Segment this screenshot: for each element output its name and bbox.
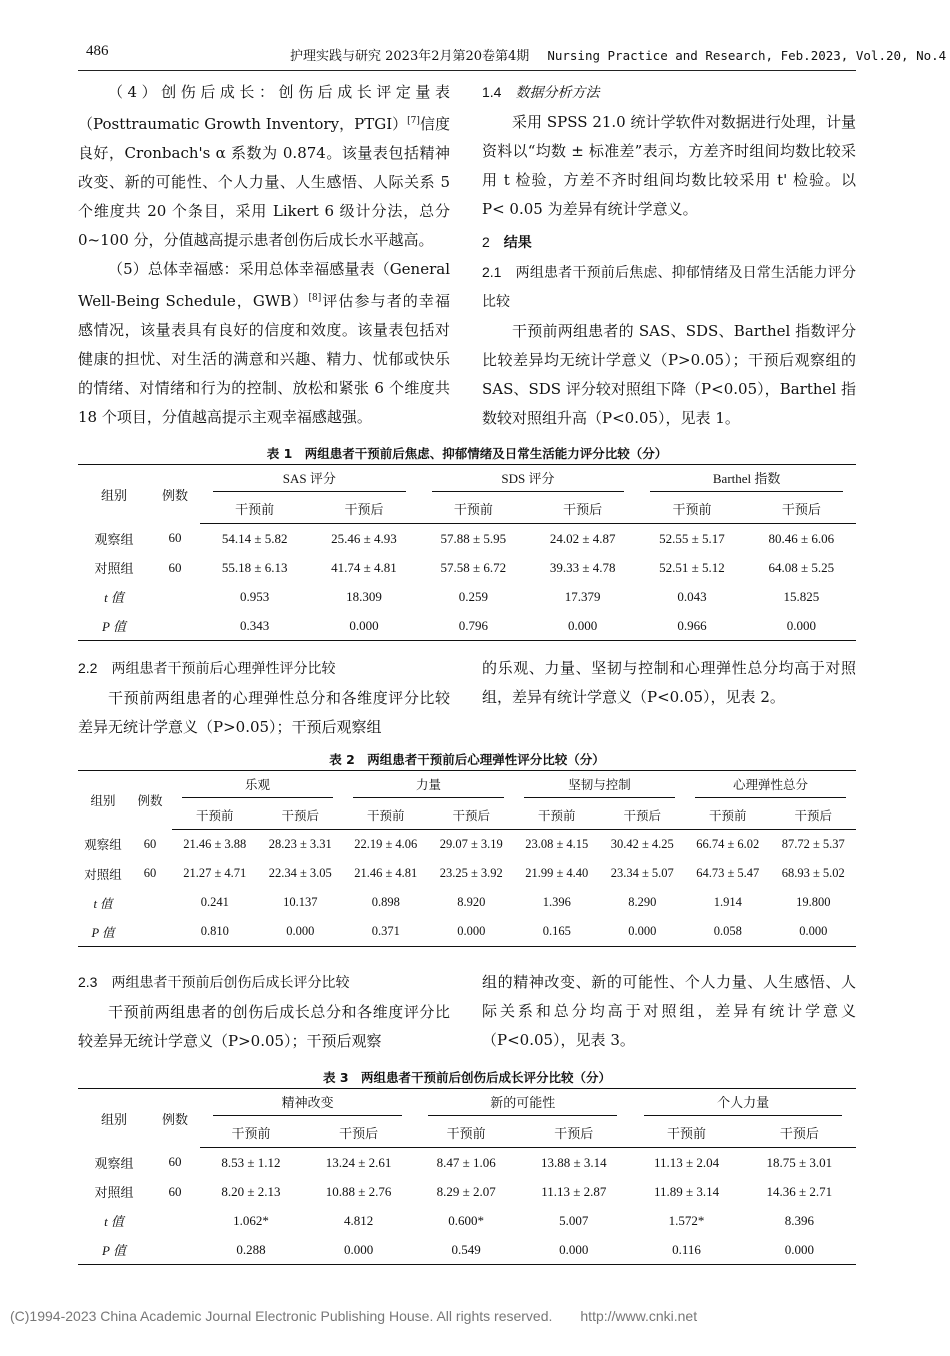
table-cell: 0.796 (419, 611, 528, 641)
section-title: 两组患者干预前后心理弹性评分比较 (111, 661, 336, 677)
table-cell: 21.27 ± 4.71 (183, 866, 247, 880)
table3-sub-header: 干预后 (302, 1118, 415, 1148)
table-cell: 18.309 (346, 588, 382, 604)
table2-sub-header: 干预前 (685, 800, 771, 830)
table-cell: 8.290 (628, 895, 657, 909)
ptgi-text-b: 信度良好，Cronbach's α 系数为 0.874。该量表包括精神改变、新的可能性、个人力量、人生感悟、人际关系 5 个维度共 20 个条目，采用 Likert 6 级计分法，总分 0~100 分，分值越高提示患者创伤后成长水平越高。 (78, 115, 450, 249)
table-cell: 60 (143, 836, 157, 851)
journal-title-cn: 护理实践与研究 2023年2月第20卷第4期 (290, 49, 530, 64)
table3-sub-header: 干预后 (743, 1118, 856, 1148)
table2-sub-header: 干预前 (514, 800, 600, 830)
table-cell: 0.000 (528, 611, 637, 641)
table3-group-header: 个人力量 (644, 1091, 843, 1116)
table2-group-header: 心理弹性总分 (695, 773, 845, 798)
table-cell: 80.46 ± 6.06 (768, 530, 835, 546)
table-cell: 68.93 ± 5.02 (781, 866, 845, 880)
table-cell: t 值 (104, 590, 124, 605)
table-cell: 23.25 ± 3.92 (439, 866, 503, 880)
table2-group-header: 乐观 (182, 773, 332, 798)
table-row (78, 888, 856, 917)
table-cell: 21.99 ± 4.40 (525, 866, 589, 880)
table2-group-header: 力量 (353, 773, 503, 798)
table-cell: 8.47 ± 1.06 (436, 1154, 496, 1170)
gwb-title: （5）总体幸福感： (108, 260, 239, 278)
table1-header-group: 组别 (78, 465, 150, 524)
section-title: 数据分析方法 (515, 85, 600, 101)
table-cell: 23.34 ± 5.07 (610, 866, 674, 880)
table-cell: 87.72 ± 5.37 (781, 837, 845, 851)
table-cell: P 值 (78, 1235, 150, 1265)
section-number: 2.1 (482, 264, 502, 280)
table2-sub-header: 干预后 (258, 800, 344, 830)
table2-header-n: 例数 (128, 771, 172, 830)
table-cell: 52.51 ± 5.12 (659, 559, 725, 575)
table-cell: 0.600* (448, 1212, 485, 1228)
section-2-3-heading (78, 968, 450, 998)
table-cell (150, 582, 200, 611)
table-cell: 0.000 (309, 611, 418, 641)
table-cell: 18.75 ± 3.01 (766, 1154, 833, 1170)
table-cell: 0.966 (637, 611, 746, 641)
section-title: 结果 (503, 235, 532, 251)
table2-header-group: 组别 (78, 771, 128, 830)
table-cell: 24.02 ± 4.87 (549, 530, 616, 546)
table1 (78, 464, 856, 641)
table-cell: 10.137 (283, 895, 318, 909)
ptgi-text-a: 创伤后成长评定量表（Posttraumatic Growth Inventory，PTGI） (78, 83, 450, 133)
table-cell: 55.18 ± 6.13 (221, 559, 288, 575)
paragraph-2-2-right: 的乐观、力量、坚韧与控制和心理弹性总分均高于对照组，差异有统计学意义（P<0.05），见表 2。 (482, 659, 856, 706)
table-cell: 1.572* (668, 1212, 705, 1228)
table-cell: 0.000 (302, 1235, 415, 1265)
table-cell: 对照组 (94, 561, 134, 576)
table-cell: 28.23 ± 3.31 (268, 837, 332, 851)
table-cell: 0.371 (343, 917, 429, 947)
table-cell: 0.810 (172, 917, 258, 947)
table-cell: 13.88 ± 3.14 (540, 1154, 607, 1170)
table-cell (150, 1235, 200, 1265)
table2-sub-header: 干预后 (429, 800, 515, 830)
table-cell: 11.89 ± 3.14 (653, 1183, 720, 1199)
table-cell: P 值 (78, 917, 128, 947)
table3-group-header: 精神改变 (213, 1091, 402, 1116)
table-cell: t 值 (104, 1214, 124, 1229)
table-cell: 8.29 ± 2.07 (436, 1183, 496, 1199)
table-row (78, 524, 856, 554)
table-cell: 0.288 (200, 1235, 302, 1265)
paragraph-gwb (78, 255, 450, 432)
section-2-1-heading (482, 258, 856, 317)
table1-sub-header: 干预后 (528, 494, 637, 524)
table-cell: 8.53 ± 1.12 (221, 1154, 281, 1170)
table1-sub-header: 干预后 (747, 494, 856, 524)
table-row (78, 1148, 856, 1178)
table-row (78, 1206, 856, 1235)
table1-sub-header: 干预前 (637, 494, 746, 524)
table-cell: 1.396 (542, 895, 571, 909)
table1-group-header: SDS 评分 (432, 467, 624, 492)
gwb-text-b: 评估参与者的幸福感情况，该量表具有良好的信度和效度。该量表包括对健康的担忧、对生活的满意和兴趣、精力、忧郁或快乐的情绪、对情绪和行为的控制、放松和紧张 6 个维度共 18 个项目，分值越高提示主观幸福感越强。 (78, 292, 450, 426)
table-cell: 29.07 ± 3.19 (439, 837, 503, 851)
table-cell: 0.000 (771, 917, 857, 947)
table-cell: 22.34 ± 3.05 (268, 866, 332, 880)
table-cell: 11.13 ± 2.04 (653, 1154, 720, 1170)
section-2-3-left (78, 968, 450, 1056)
section-number: 2 (482, 234, 490, 250)
section-2-3-right (482, 968, 856, 1055)
table-cell: 0.343 (200, 611, 309, 641)
paragraph-ptgi (78, 78, 450, 255)
table-cell: 0.898 (371, 895, 400, 909)
table-cell: 14.36 ± 2.71 (766, 1183, 833, 1199)
table-cell: 60 (168, 559, 182, 575)
table-cell: 0.241 (200, 895, 229, 909)
table-cell: 8.920 (457, 895, 486, 909)
table3-sub-header: 干预前 (630, 1118, 742, 1148)
table-cell: 30.42 ± 4.25 (610, 837, 674, 851)
table-row (78, 1235, 856, 1265)
citation-7: [7] (407, 116, 420, 126)
table2-caption: 表 2 两组患者干预前后心理弹性评分比较（分） (329, 752, 605, 767)
paragraph-2-3-left: 干预前两组患者的创伤后成长总分和各维度评分比较差异无统计学意义（P>0.05）；干预后观察 (78, 1003, 450, 1050)
section-2-2-heading (78, 654, 450, 684)
table-cell: 0.116 (630, 1235, 742, 1265)
table-cell: 57.58 ± 6.72 (440, 559, 507, 575)
page-number: 486 (86, 43, 109, 59)
table-cell: 8.20 ± 2.13 (221, 1183, 281, 1199)
table2-sub-header: 干预后 (600, 800, 686, 830)
paragraph-2-3-right: 组的精神改变、新的可能性、个人力量、人生感悟、人际关系和总分均高于对照组，差异有统计学意义（P<0.05），见表 3。 (482, 973, 856, 1049)
table-row (78, 830, 856, 860)
table1-sub-header: 干预后 (309, 494, 418, 524)
section-number: 2.3 (78, 974, 98, 990)
table-cell (128, 917, 172, 947)
table-cell: 21.46 ± 3.88 (183, 837, 247, 851)
section-1-4-heading (482, 78, 856, 108)
table1-sub-header: 干预前 (200, 494, 309, 524)
table-cell: 4.812 (343, 1212, 374, 1228)
table1-caption: 表 1 两组患者干预前后焦虑、抑郁情绪及日常生活能力评分比较（分） (266, 446, 668, 461)
table-row (78, 1177, 856, 1206)
table2 (78, 770, 856, 947)
table-cell: 25.46 ± 4.93 (331, 530, 397, 546)
table-cell: 66.74 ± 6.02 (696, 837, 760, 851)
table-cell: 60 (168, 1154, 182, 1170)
table-row (78, 582, 856, 611)
table-cell: 1.062* (233, 1212, 269, 1228)
table-cell: 1.914 (713, 895, 742, 909)
table-cell: 41.74 ± 4.81 (331, 559, 397, 575)
table-cell: 0.000 (600, 917, 686, 947)
journal-title-en: Nursing Practice and Research, Feb.2023, Vol.20, No.4 (547, 48, 947, 63)
section-title: 两组患者干预前后焦虑、抑郁情绪及日常生活能力评分比较 (482, 265, 856, 310)
section-2-2-left (78, 654, 450, 742)
table2-sub-header: 干预后 (771, 800, 857, 830)
table-row (78, 611, 856, 641)
table2-sub-header: 干预前 (172, 800, 258, 830)
table-cell: 0.165 (514, 917, 600, 947)
table-cell: t 值 (93, 896, 113, 911)
section-2-heading (482, 228, 856, 258)
table-cell: 0.259 (458, 588, 488, 604)
table-cell: 60 (143, 866, 157, 880)
table2-sub-header: 干预前 (343, 800, 429, 830)
table-cell: 观察组 (84, 838, 122, 853)
paragraph-stats: 采用 SPSS 21.0 统计学软件对数据进行处理，计量资料以“均数 ± 标准差”表示，方差齐时组间均数比较采用 t 检验，方差不齐时组间均数比较采用 t' 检验。以 P< 0.05 为差异有统计学意义。 (482, 113, 856, 218)
header-rule (78, 70, 856, 71)
gwb-text-a: 采用总体幸福感量表（General Well-Being Schedule，GWB） (78, 260, 450, 310)
table-cell: 10.88 ± 2.76 (325, 1183, 392, 1199)
section-number: 1.4 (482, 84, 502, 100)
table-cell: 15.825 (783, 588, 820, 604)
table1-sub-header: 干预前 (419, 494, 528, 524)
table-cell: 0.549 (415, 1235, 517, 1265)
table-cell: 0.000 (429, 917, 515, 947)
table-cell: 52.55 ± 5.17 (659, 530, 725, 546)
table-cell: 22.19 ± 4.06 (354, 837, 418, 851)
table-cell: 0.953 (240, 588, 270, 604)
table-row (78, 917, 856, 947)
table3-sub-header: 干预前 (415, 1118, 517, 1148)
table-row (78, 553, 856, 582)
table-cell: 54.14 ± 5.82 (221, 530, 288, 546)
table3-header-group: 组别 (78, 1089, 150, 1148)
table-cell: 57.88 ± 5.95 (440, 530, 507, 546)
ptgi-title: （4）创伤后成长： (108, 83, 279, 101)
table-cell (150, 611, 200, 641)
section-2-2-right (482, 654, 856, 712)
table-cell: 64.73 ± 5.47 (696, 866, 760, 880)
table-cell: 5.007 (559, 1212, 589, 1228)
table-cell: 对照组 (84, 867, 122, 882)
table3-group-header: 新的可能性 (428, 1091, 617, 1116)
table-cell: 39.33 ± 4.78 (549, 559, 616, 575)
table-cell: 17.379 (564, 588, 601, 604)
table3-sub-header: 干预前 (200, 1118, 302, 1148)
table-cell: 64.08 ± 5.25 (768, 559, 835, 575)
table3-sub-header: 干预后 (517, 1118, 630, 1148)
paragraph-results-2-1: 干预前两组患者的 SAS、SDS、Barthel 指数评分比较差异均无统计学意义（P>0.05）；干预后观察组的 SAS、SDS 评分较对照组下降（P<0.05），Barthel 指数较对照组升高（P<0.05），见表 1。 (482, 322, 856, 427)
table-cell: 60 (168, 1183, 182, 1199)
table-cell: 23.08 ± 4.15 (525, 837, 589, 851)
table1-header-n: 例数 (150, 465, 200, 524)
table3-caption: 表 3 两组患者干预前后创伤后成长评分比较（分） (322, 1070, 612, 1085)
table-cell: 19.800 (796, 895, 831, 909)
table-cell (150, 1206, 200, 1235)
table-cell: 60 (168, 530, 182, 546)
table-cell: 21.46 ± 4.81 (354, 866, 418, 880)
table-cell: 观察组 (94, 531, 134, 547)
table-cell: 0.000 (747, 611, 856, 641)
table-cell: 对照组 (94, 1185, 134, 1200)
copyright-footer: (C)1994-2023 China Academic Journal Electronic Publishing House. All rights reserved. http://www.cnki.net (10, 1308, 698, 1324)
table-cell: 8.396 (784, 1212, 814, 1228)
running-header (290, 45, 946, 64)
section-title: 两组患者干预前后创伤后成长评分比较 (111, 975, 350, 991)
table3 (78, 1088, 856, 1265)
table-cell: 11.13 ± 2.87 (541, 1183, 607, 1199)
right-column (482, 78, 856, 433)
section-number: 2.2 (78, 660, 98, 676)
table1-group-header: Barthel 指数 (650, 467, 842, 492)
table-cell: 0.043 (677, 588, 707, 604)
left-column (78, 78, 450, 432)
table2-group-header: 坚韧与控制 (524, 773, 674, 798)
table-cell: 0.058 (685, 917, 771, 947)
table-cell: 13.24 ± 2.61 (325, 1154, 392, 1170)
table-cell: 观察组 (94, 1155, 134, 1171)
table1-group-header: SAS 评分 (213, 467, 405, 492)
table-cell: P 值 (78, 611, 150, 641)
citation-8: [8] (308, 293, 322, 303)
table-cell: 0.000 (517, 1235, 630, 1265)
table3-header-n: 例数 (150, 1089, 200, 1148)
table-cell (128, 888, 172, 917)
table-cell: 0.000 (743, 1235, 856, 1265)
table-cell: 0.000 (258, 917, 344, 947)
paragraph-2-2-left: 干预前两组患者的心理弹性总分和各维度评分比较差异无统计学意义（P>0.05）；干预后观察组 (78, 689, 450, 736)
table-row (78, 859, 856, 888)
